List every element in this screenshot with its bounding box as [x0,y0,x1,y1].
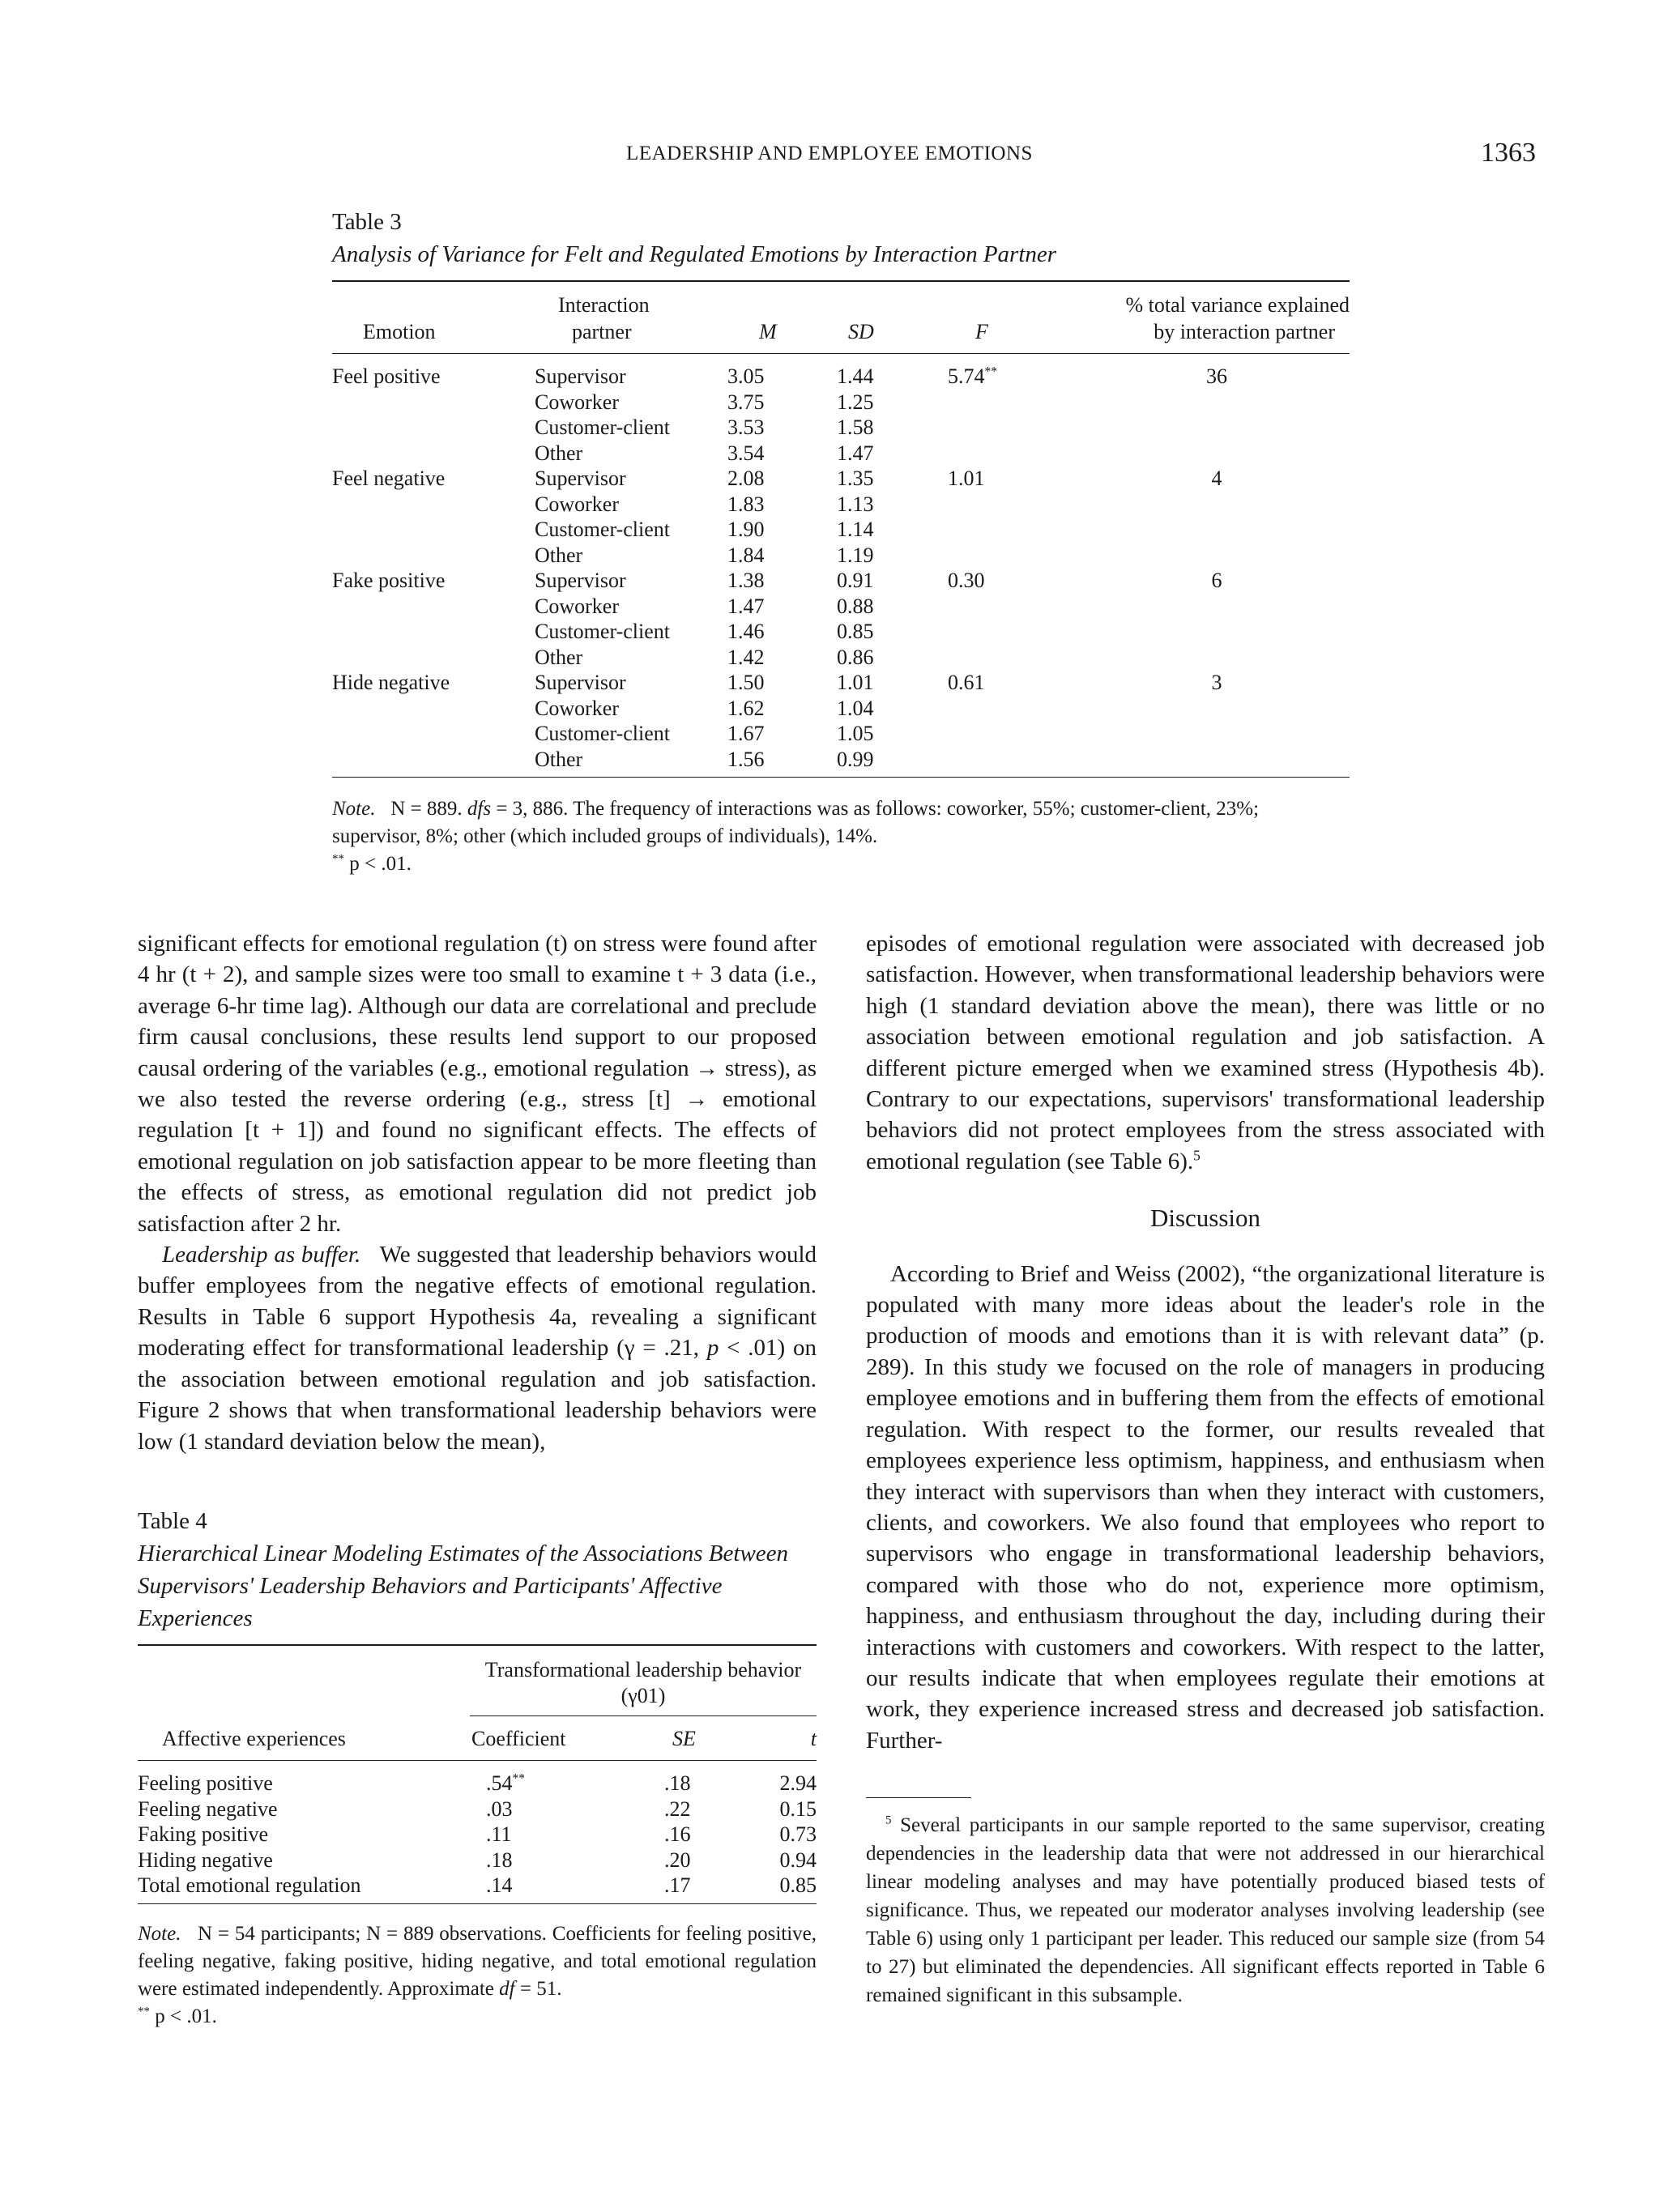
cell-m: 1.50 [727,671,765,694]
cell-label: Faking positive [138,1822,269,1846]
table-3-body [332,364,1350,772]
table-4-header [138,1657,817,1709]
cell-label: Feeling positive [138,1771,273,1795]
cell-emotion [332,517,535,543]
cell-pct [1084,721,1350,747]
cell-emotion [332,747,535,773]
cell-partner: Supervisor [535,671,626,694]
table-row [138,1848,817,1873]
footnote-ref: 5 [1193,1147,1201,1164]
table-4-note-sig: p < .01. [155,2005,217,2027]
cell-m: 1.42 [727,645,765,669]
cell-partner: Other [535,441,583,465]
table-4-body [138,1771,817,1899]
table-row [332,670,1350,696]
cell-partner: Supervisor [535,569,626,592]
header-variance-2: by interaction partner [1154,320,1335,343]
cell-emotion [332,619,535,645]
footnote-mark: 5 [885,1813,892,1827]
cell-partner: Customer-client [535,416,670,439]
header-variance-1: % total variance explained [1125,293,1350,317]
header-partner-1: Interaction [558,293,650,317]
cell-emotion: Feel positive [332,364,441,388]
cell-partner: Customer-client [535,620,670,643]
header-se: SE [672,1727,696,1750]
cell-partner: Supervisor [535,364,626,388]
cell-m: 1.62 [727,696,765,720]
cell-sd: 0.88 [837,594,874,618]
cell-pct [1084,441,1350,467]
page-number: 1363 [1481,138,1536,168]
cell-f [948,747,1084,773]
cell-f [948,441,1084,467]
cell-coefficient: .03 [486,1796,513,1821]
header-f: F [975,320,988,343]
cell-pct: 36 [1206,364,1227,388]
cell-emotion [332,441,535,467]
header-gamma: (γ01) [621,1684,666,1707]
cell-m: 3.53 [727,416,765,439]
header-affective: Affective experiences [162,1727,346,1750]
cell-pct [1084,619,1350,645]
cell-se: .16 [664,1822,691,1846]
cell-f [948,696,1084,722]
cell-f: 0.61 [948,671,985,694]
cell-pct [1084,594,1350,620]
left-paragraph-1: significant effects for emotional regulation (t) on stress were found after 4 hr (t + 2), and sample sizes were too small to examine t + 3 data (i.e., average 6-hr time lag). Although our data are correlational and preclude firm causal conclusions, these results lend support to our proposed causal ordering of the variables (e.g., emotional regulation → stress), as we also tested the reverse ordering (e.g., stress [t] → emotional regulation [t + 1]) and found no significant effects. The effects of emotional regulation on job satisfaction appear to be more fleeting than the effects of stress, as emotional regulation did not predict job satisfaction after 2 hr. [138,931,817,1237]
table-row [332,466,1350,492]
cell-m: 1.90 [727,518,765,541]
cell-m: 2.08 [727,467,765,490]
table-row [138,1771,817,1796]
cell-emotion [332,721,535,747]
cell-sd: 1.05 [837,722,874,745]
table-row [332,517,1350,543]
section-heading-discussion: Discussion [1149,1204,1261,1233]
footnote [866,1797,1545,2010]
cell-coefficient: .18 [486,1848,513,1872]
cell-sd: 1.35 [837,467,874,490]
table-row [332,645,1350,671]
table-4 [138,1505,817,2031]
table-row [332,696,1350,722]
cell-emotion [332,645,535,671]
cell-sd: 0.86 [837,645,874,669]
cell-m: 3.05 [727,364,765,388]
footnote-text: Several participants in our sample reported to the same supervisor, creating dependencies in the leadership data that were not addressed in our hierarchical linear modeling analyses and may have potentially produced biased tests of significance. Thus, we repeated our moderator analyses involving leadership (see Table 6) using only 1 participant per leader. This reduced our sample size (from 54 to 27) but eliminated the dependencies. All significant effects reported in Table 6 remained significant in this subsample. [866,1814,1545,2006]
cell-sd: 1.47 [837,441,874,465]
table-row [332,390,1350,416]
header-t: t [810,1727,817,1750]
cell-pct [1084,517,1350,543]
cell-m: 1.67 [727,722,765,745]
cell-m: 1.47 [727,594,765,618]
cell-m: 1.56 [727,747,765,771]
cell-sd: 1.44 [837,364,874,388]
cell-pct: 4 [1211,467,1222,490]
cell-f [948,721,1084,747]
table-row [138,1822,817,1848]
cell-partner: Other [535,747,583,771]
table-row [332,543,1350,569]
right-paragraph-1: episodes of emotional regulation were associated with decreased job satisfaction. However, when transformational leadership behaviors were high (1 standard deviation above the mean), there was little or no association between emotional regulation and job satisfaction. A different picture emerged when we examined stress (Hypothesis 4b). Contrary to our expectations, supervisors' transformational leadership behaviors did not protect employees from the stress associated with emotional regulation (see Table 6).$^5$ [866,931,1545,1174]
cell-pct [1084,390,1350,416]
cell-f [948,619,1084,645]
table-row [332,441,1350,467]
cell-emotion: Hide negative [332,671,450,694]
table-3-label: Table 3 [332,209,402,235]
cell-label: Total emotional regulation [138,1873,361,1897]
cell-t: 0.73 [779,1822,817,1846]
right-paragraph-2: According to Brief and Weiss (2002), “the organizational literature is populated with many more ideas about the leader's role in the production of moods and emotions than it is with relevant data” (p. 289). In this study we focused on the role of managers in producing employee emotions and in buffering them from the effects of emotional regulation. With respect to the former, our results revealed that employees experience less optimism, happiness, and enthusiasm when they interact with supervisors than when they interact with customers, clients, and coworkers. We also found that employees who report to supervisors who engage in transformational leadership behaviors, compared with those who do not, experience more optimism, happiness, and enthusiasm throughout the day, including during their interactions with customers and coworkers. With respect to the latter, our results indicate that when employees regulate their emotions at work, they experience increased stress and decreased job satisfaction. Further- [866,1260,1545,1754]
cell-partner: Other [535,543,583,567]
left-paragraph-2: Leadership as buffer. We suggested that leadership behaviors would buffer employees from the negative effects of emotional regulation. Results in Table 6 support Hypothesis 4a, revealing a significant moderating effect for transformational leadership (γ = .21, p < .01) on the association between emotional regulation and job satisfaction. Figure 2 shows that when transformational leadership behaviors were low (1 standard deviation below the mean), [138,1242,817,1455]
cell-pct [1084,645,1350,671]
cell-m: 3.75 [727,390,765,414]
cell-pct [1084,543,1350,569]
header-m: M [759,320,777,343]
cell-coefficient: .54** [486,1771,526,1795]
cell-emotion [332,696,535,722]
cell-t: 2.94 [779,1771,817,1795]
table-4-colheads [138,1726,817,1752]
cell-t: 0.85 [779,1873,817,1897]
cell-pct: 3 [1211,671,1222,694]
table-row [138,1873,817,1899]
cell-emotion [332,594,535,620]
cell-pct [1084,492,1350,518]
cell-partner: Coworker [535,492,619,516]
cell-pct [1084,696,1350,722]
cell-sd: 1.01 [837,671,874,694]
cell-emotion [332,543,535,569]
cell-coefficient: .11 [486,1822,512,1846]
cell-sd: 0.85 [837,620,874,643]
left-column [138,928,817,1457]
table-row [332,721,1350,747]
cell-partner: Supervisor [535,467,626,490]
header-coefficient: Coefficient [471,1727,566,1750]
cell-se: .17 [664,1873,691,1897]
cell-sd: 1.25 [837,390,874,414]
header-partner-2: partner [572,320,632,343]
cell-partner: Customer-client [535,518,670,541]
cell-label: Feeling negative [138,1796,278,1821]
cell-sd: 1.13 [837,492,874,516]
cell-se: .22 [664,1796,691,1821]
header-group: Transformational leadership behavior [484,1658,802,1681]
cell-f [948,543,1084,569]
cell-m: 1.84 [727,543,765,567]
cell-emotion [332,492,535,518]
cell-partner: Customer-client [535,722,670,745]
cell-m: 1.83 [727,492,765,516]
table-3 [332,206,1350,878]
table-3-caption: Analysis of Variance for Felt and Regulated Emotions by Interaction Partner [332,241,1057,267]
table-4-note: Note. N = 54 participants; N = 889 observations. Coefficients for feeling positive, feeling negative, faking positive, hiding negative, and total emotional regulation were estimated independently. Approximate df = 51. ** p < .01. [138,1922,817,2027]
cell-pct [1084,747,1350,773]
cell-sd: 0.99 [837,747,874,771]
note-sig: p < .01. [349,853,412,875]
table-row [138,1796,817,1822]
cell-partner: Other [535,645,583,669]
cell-sd: 0.91 [837,569,874,592]
table-row [332,619,1350,645]
table-row [332,492,1350,518]
cell-m: 3.54 [727,441,765,465]
right-column [866,928,1545,1756]
cell-m: 1.46 [727,620,765,643]
cell-partner: Coworker [535,390,619,414]
cell-t: 0.94 [779,1848,817,1872]
table-row [332,568,1350,594]
table-row [332,364,1350,390]
cell-f [948,390,1084,416]
subsection-heading: Leadership as buffer. [162,1242,361,1268]
cell-f: 0.30 [948,569,985,592]
table-row [332,415,1350,441]
cell-se: .18 [664,1771,691,1795]
cell-m: 1.38 [727,569,765,592]
cell-sd: 1.58 [837,416,874,439]
cell-pct [1084,415,1350,441]
table-row [332,594,1350,620]
cell-f [948,594,1084,620]
table-row [332,747,1350,773]
table-3-grid [332,292,1350,345]
cell-f [948,645,1084,671]
cell-f [948,517,1084,543]
cell-se: .20 [664,1848,691,1872]
cell-emotion [332,390,535,416]
cell-partner: Coworker [535,594,619,618]
header-sd: SD [848,320,874,343]
running-head: LEADERSHIP AND EMPLOYEE EMOTIONS [626,143,1033,164]
table-3-note: Note. N = 889. dfs = 3, 886. The frequency of interactions was as follows: coworker, 55%; customer-client, 23%; supervisor, 8%; other (which included groups of individuals), 14%. ** p < .01. [332,798,1260,875]
cell-f [948,415,1084,441]
table-4-label: Table 4 [138,1508,207,1534]
cell-f [948,492,1084,518]
cell-emotion: Feel negative [332,467,446,490]
cell-partner: Coworker [535,696,619,720]
cell-label: Hiding negative [138,1848,273,1872]
cell-sd: 1.14 [837,518,874,541]
cell-emotion: Fake positive [332,569,446,592]
cell-emotion [332,415,535,441]
cell-coefficient: .14 [486,1873,513,1897]
cell-t: 0.15 [779,1796,817,1821]
table-4-caption: Hierarchical Linear Modeling Estimates of the Associations Between Supervisors' Leadership Behaviors and Participants' Affective Experiences [138,1541,789,1631]
cell-pct: 6 [1211,569,1222,592]
note-n: N = 889. [390,798,463,820]
cell-f: 1.01 [948,467,985,490]
cell-sd: 1.04 [837,696,874,720]
cell-f: 5.74** [948,364,998,388]
header-emotion: Emotion [363,320,436,343]
note-dfs: dfs [467,798,492,820]
cell-sd: 1.19 [837,543,874,567]
